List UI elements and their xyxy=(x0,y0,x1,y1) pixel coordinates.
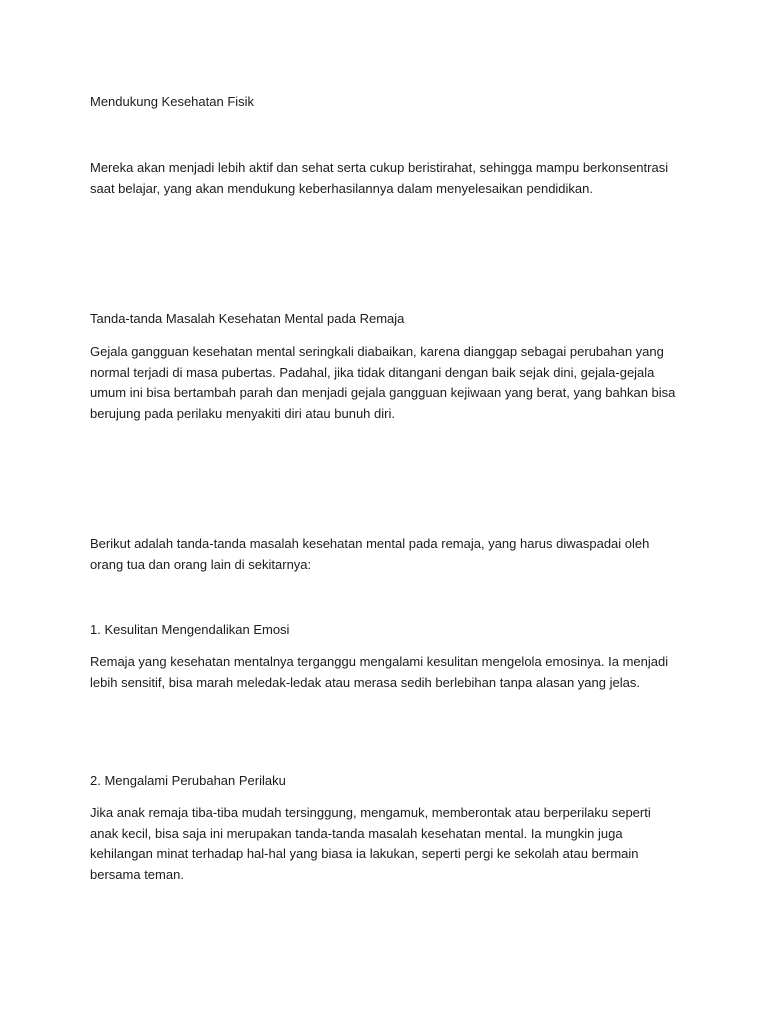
section-heading: Mendukung Kesehatan Fisik xyxy=(90,94,255,109)
section-heading: 1. Kesulitan Mengendalikan Emosi xyxy=(90,622,290,637)
section-heading: 2. Mengalami Perubahan Perilaku xyxy=(90,773,286,788)
paragraph: Gejala gangguan kesehatan mental seringkali diabaikan, karena dianggap sebagai perubahan yang normal terjadi di masa pubertas. Padahal, jika tidak ditangani dengan baik sejak dini, gejala-gejala umum ini bisa bertambah parah dan menjadi gejala gangguan kejiwaan yang berat, yang bahkan bisa berujung pada perilaku menyakiti diri atau bunuh diri. xyxy=(90,344,676,421)
paragraph: Berikut adalah tanda-tanda masalah kesehatan mental pada remaja, yang harus diwaspadai oleh orang tua dan orang lain di sekitarnya: xyxy=(90,536,650,572)
paragraph: Jika anak remaja tiba-tiba mudah tersinggung, mengamuk, memberontak atau berperilaku seperti anak kecil, bisa saja ini merupakan tanda-tanda masalah kesehatan mental. Ia mungkin juga kehilangan minat terhadap hal-hal yang biasa ia lakukan, seperti pergi ke sekolah atau bermain bersama teman. xyxy=(90,805,651,882)
section-heading: Tanda-tanda Masalah Kesehatan Mental pada Remaja xyxy=(90,311,405,326)
paragraph: Remaja yang kesehatan mentalnya terganggu mengalami kesulitan mengelola emosinya. Ia menjadi lebih sensitif, bisa marah meledak-ledak atau merasa sedih berlebihan tanpa alasan yang jelas. xyxy=(90,654,669,690)
paragraph: Mereka akan menjadi lebih aktif dan sehat serta cukup beristirahat, sehingga mampu berkonsentrasi saat belajar, yang akan mendukung keberhasilannya dalam menyelesaikan pendidikan. xyxy=(90,160,669,196)
